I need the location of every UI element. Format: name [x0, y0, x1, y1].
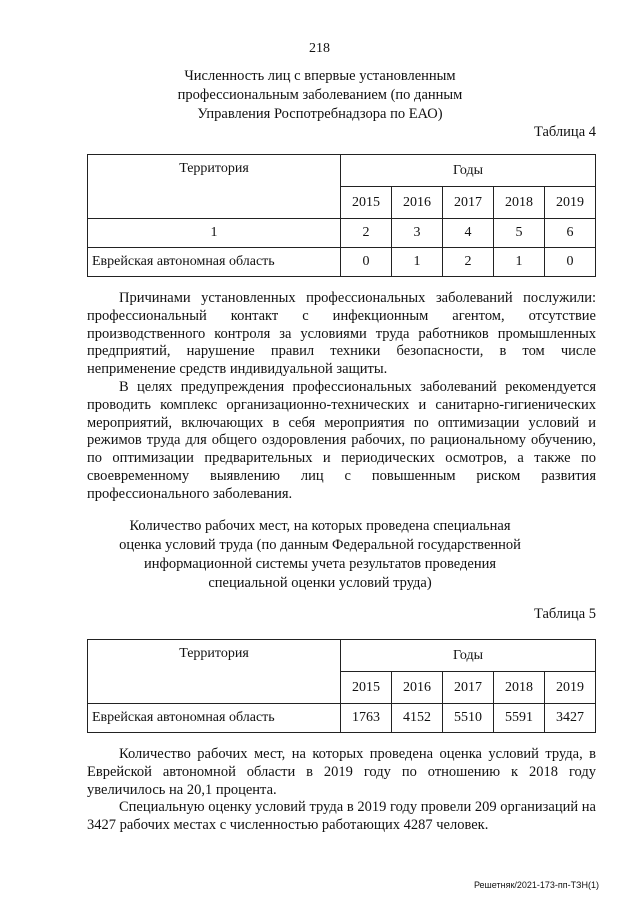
table5 — [87, 639, 596, 733]
years-header: Годы — [341, 155, 596, 187]
title-line: профессиональным заболеванием (по данным — [177, 87, 463, 103]
year-cell: 2019 — [545, 187, 596, 219]
value-cell: 0 — [341, 248, 392, 277]
value-cell: 5591 — [494, 704, 545, 733]
year-cell: 2017 — [443, 187, 494, 219]
value-cell: 5510 — [443, 704, 494, 733]
page-number: 218 — [309, 41, 330, 56]
index-cell: 1 — [88, 219, 341, 248]
title-line: оценка условий труда (по данным Федеральной государственной — [119, 537, 521, 553]
table4 — [87, 154, 596, 277]
year-cell: 2018 — [494, 672, 545, 704]
value-cell: 1 — [392, 248, 443, 277]
table4-title — [120, 67, 520, 124]
value-cell: 4152 — [392, 704, 443, 733]
year-cell: 2015 — [341, 672, 392, 704]
index-cell: 4 — [443, 219, 494, 248]
body-text-2 — [87, 746, 596, 835]
body-text-1 — [87, 290, 596, 504]
territory-cell: Еврейская автономная область — [88, 248, 341, 277]
value-cell: 1 — [494, 248, 545, 277]
year-cell: 2018 — [494, 187, 545, 219]
value-cell: 2 — [443, 248, 494, 277]
paragraph: Специальную оценку условий труда в 2019 году провели 209 организаций на 3427 рабочих местах с численностью работающих 4287 человек. — [87, 799, 596, 834]
value-cell: 1763 — [341, 704, 392, 733]
year-cell: 2016 — [392, 672, 443, 704]
territory-header: Территория — [88, 155, 341, 219]
territory-cell: Еврейская автономная область — [88, 704, 341, 733]
title-line: Численность лиц с впервые установленным — [184, 68, 456, 84]
year-cell: 2019 — [545, 672, 596, 704]
title-line: Управления Роспотребнадзора по ЕАО) — [197, 106, 443, 122]
year-cell: 2016 — [392, 187, 443, 219]
years-header: Годы — [341, 640, 596, 672]
table5-label: Таблица 5 — [533, 606, 596, 622]
document-footer: Решетняк/2021-173-пп-ТЗН(1) — [473, 880, 599, 890]
year-cell: 2017 — [443, 672, 494, 704]
table4-label: Таблица 4 — [533, 124, 596, 140]
paragraph: Количество рабочих мест, на которых проведена оценка условий труда, в Еврейской автономной области в 2019 году по отношению к 2018 году увеличилось на 20,1 процента. — [87, 746, 596, 798]
index-cell: 5 — [494, 219, 545, 248]
territory-header: Территория — [88, 640, 341, 704]
paragraph: Причинами установленных профессиональных заболеваний послужили: профессиональный контакт с инфекционным агентом, отсутствие производственного контроля за условиями труда работников промышленных предприятий, нарушение правил техники безопасности, в том числе неприменение средств индивидуальной защиты. — [87, 290, 596, 378]
index-cell: 6 — [545, 219, 596, 248]
year-cell: 2015 — [341, 187, 392, 219]
value-cell: 0 — [545, 248, 596, 277]
paragraph: В целях предупреждения профессиональных заболеваний рекомендуется проводить комплекс организационно-технических и санитарно-гигиенических мероприятий, включающих в себя мероприятия по оптимизации условий и режимов труда для общего оздоровления рабочих, по рациональному обучению, по оптимизации предварительных и периодических осмотров, а также по своевременному выявлению лиц с повышенным риском развития профессионального заболевания. — [87, 378, 596, 502]
title-line: специальной оценки условий труда) — [208, 575, 432, 591]
title-line: Количество рабочих мест, на которых проведена специальная — [129, 518, 511, 534]
index-cell: 3 — [392, 219, 443, 248]
index-cell: 2 — [341, 219, 392, 248]
title-line: информационной системы учета результатов проведения — [143, 556, 497, 572]
value-cell: 3427 — [545, 704, 596, 733]
table5-title — [90, 517, 550, 593]
